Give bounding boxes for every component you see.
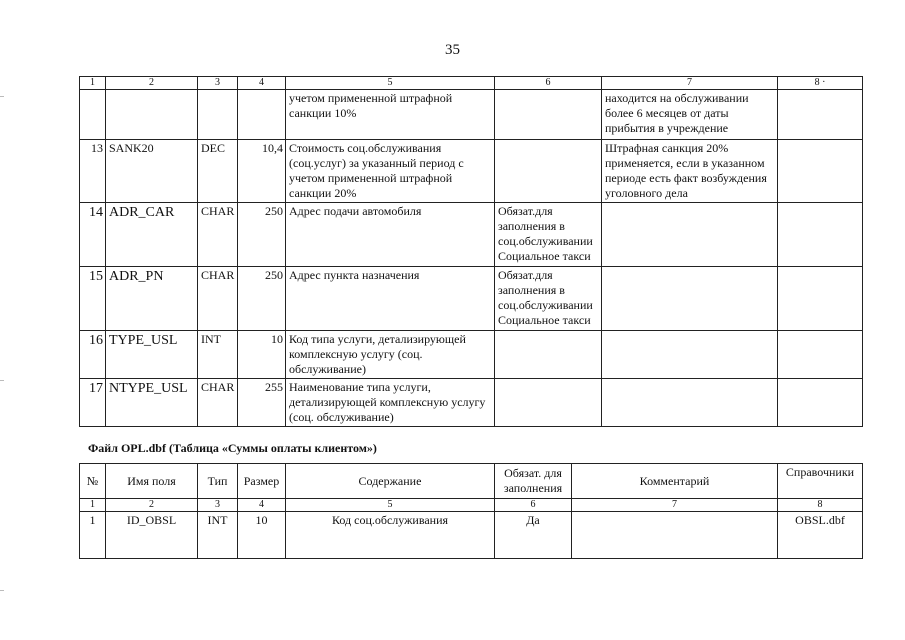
scan-mark — [0, 96, 4, 97]
column-header: Размер — [238, 464, 286, 499]
column-number: 1 — [80, 499, 106, 512]
cell-size: 10,4 — [238, 140, 286, 203]
cell-reference — [778, 379, 863, 427]
cell-number: 1 — [80, 512, 106, 559]
column-number: 1 — [80, 77, 106, 90]
column-number: 6 — [495, 499, 572, 512]
cell-type: CHAR — [198, 203, 238, 267]
column-number: 4 — [238, 77, 286, 90]
cell-number: 13 — [80, 140, 106, 203]
cell-required — [495, 379, 602, 427]
column-number: 4 — [238, 499, 286, 512]
continuation-row — [80, 90, 863, 140]
cell-field-name: NTYPE_USL — [106, 379, 198, 427]
cell-content: Адрес подачи автомобиля — [286, 203, 495, 267]
cell-size: 255 — [238, 379, 286, 427]
cell-reference — [778, 331, 863, 379]
section-title: Файл OPL.dbf (Таблица «Суммы оплаты клиентом») — [88, 441, 377, 455]
cell-content: Наименование типа услуги, детализирующей комплексную услугу (соц. обслуживание) — [286, 379, 495, 427]
cell-number: 16 — [80, 331, 106, 379]
column-number: 8 — [778, 499, 863, 512]
column-number-row — [80, 499, 863, 512]
column-header: Содержание — [286, 464, 495, 499]
column-number-row — [80, 77, 863, 90]
column-number: 7 — [572, 499, 778, 512]
fields-table-continued — [79, 76, 863, 427]
cell-type: INT — [198, 331, 238, 379]
cell-comment — [602, 203, 778, 267]
column-number: 3 — [198, 499, 238, 512]
cell-field-name: ADR_PN — [106, 267, 198, 331]
cell-size: 250 — [238, 203, 286, 267]
cell-reference — [778, 140, 863, 203]
cell-type: INT — [198, 512, 238, 559]
table-row — [80, 331, 863, 379]
cell-size: 10 — [238, 512, 286, 559]
table-row — [80, 203, 863, 267]
column-header: № — [80, 464, 106, 499]
cell-comment — [602, 267, 778, 331]
opl-fields-table — [79, 463, 863, 559]
cell-field-name: ID_OBSL — [106, 512, 198, 559]
column-number: 2 — [106, 499, 198, 512]
cell-content: Код соц.обслуживания — [286, 512, 495, 559]
column-number: 2 — [106, 77, 198, 90]
column-header: Комментарий — [572, 464, 778, 499]
column-number: 8 · — [778, 77, 863, 90]
column-number: 3 — [198, 77, 238, 90]
scan-mark — [0, 590, 4, 591]
cell-required — [495, 140, 602, 203]
column-number: 5 — [286, 499, 495, 512]
cell-required: Да — [495, 512, 572, 559]
table-row — [80, 267, 863, 331]
cell-comment — [572, 512, 778, 559]
table-row — [80, 140, 863, 203]
cell-required — [495, 331, 602, 379]
cell-required: Обязат.для заполнения в соц.обслуживании Социальное такси — [495, 203, 602, 267]
cell-content: Код типа услуги, детализирующей комплексную услугу (соц. обслуживание) — [286, 331, 495, 379]
cell-field-name: ADR_CAR — [106, 203, 198, 267]
cell-field-name: SANK20 — [106, 140, 198, 203]
cell-comment: Штрафная санкция 20% применяется, если в указанном периоде есть факт возбуждения уголовного дела — [602, 140, 778, 203]
column-number: 5 — [286, 77, 495, 90]
page-number: 35 — [445, 42, 460, 58]
scan-mark — [0, 380, 4, 381]
cell-number: 15 — [80, 267, 106, 331]
column-number: 6 — [495, 77, 602, 90]
cell-size: 250 — [238, 267, 286, 331]
cell-number: 17 — [80, 379, 106, 427]
cell-reference — [778, 203, 863, 267]
cell-reference — [778, 267, 863, 331]
cell-type: CHAR — [198, 267, 238, 331]
cell-number: 14 — [80, 203, 106, 267]
cell-comment: находится на обслуживании более 6 месяцев от даты прибытия в учреждение — [602, 90, 778, 140]
column-number: 7 — [602, 77, 778, 90]
column-header: Обязат. для заполнения — [495, 464, 572, 499]
table-row — [80, 379, 863, 427]
cell-size: 10 — [238, 331, 286, 379]
header-row — [80, 464, 863, 499]
column-header: Тип — [198, 464, 238, 499]
table-row — [80, 512, 863, 559]
cell-comment — [602, 379, 778, 427]
cell-reference: OBSL.dbf — [778, 512, 863, 559]
cell-content: Стоимость соц.обслуживания (соц.услуг) за указанный период с учетом примененной штрафной санкции 20% — [286, 140, 495, 203]
cell-type: DEC — [198, 140, 238, 203]
cell-field-name: TYPE_USL — [106, 331, 198, 379]
cell-content: учетом примененной штрафной санкции 10% — [286, 90, 495, 140]
cell-content: Адрес пункта назначения — [286, 267, 495, 331]
cell-type: CHAR — [198, 379, 238, 427]
cell-required: Обязат.для заполнения в соц.обслуживании Социальное такси — [495, 267, 602, 331]
cell-comment — [602, 331, 778, 379]
column-header: Справочники — [778, 464, 863, 499]
column-header: Имя поля — [106, 464, 198, 499]
